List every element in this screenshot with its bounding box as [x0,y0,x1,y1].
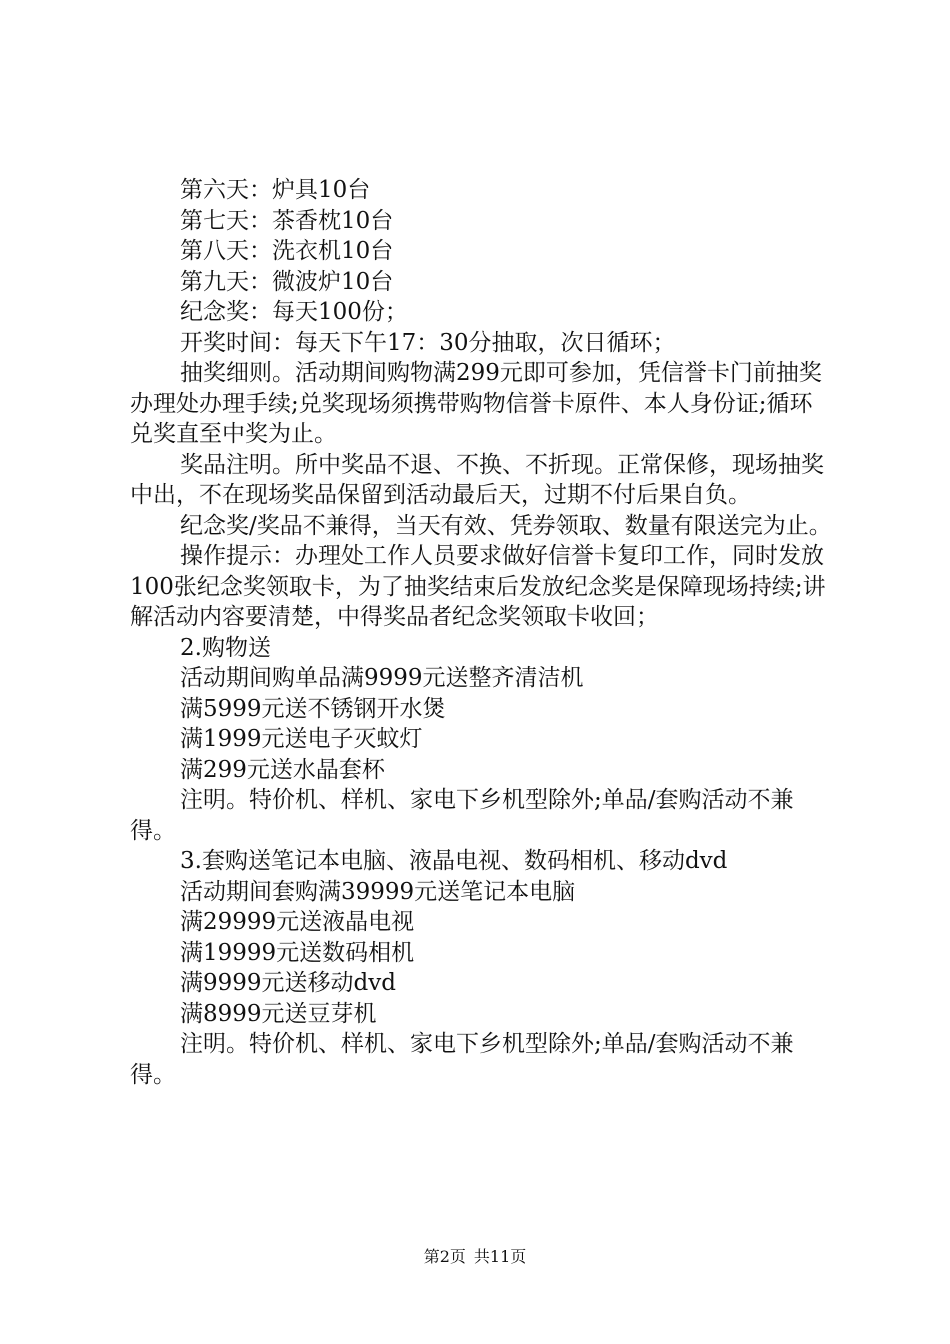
prize-line-day8: 第八天：洗衣机10台 [180,238,394,264]
draw-time-line: 开奖时间：每天下午17：30分抽取，次日循环； [180,329,676,356]
section-2-line: 满5999元送不锈钢开水煲 [180,695,446,722]
prize-line-day6: 第六天：炉具10台 [180,177,371,203]
section-2-line: 活动期间购单品满9999元送整齐清洁机 [180,665,584,691]
section-2-note: 注明。特价机、样机、家电下乡机型除外;单品/套购活动不兼得。 [130,787,794,844]
page-total: 共11页 [473,1247,527,1266]
section-3-line: 活动期间套购满39999元送笔记本电脑 [180,878,576,905]
section-3-note: 注明。特价机、样机、家电下乡机型除外;单品/套购活动不兼得。 [130,1031,794,1088]
page-footer [0,1244,950,1267]
souvenir-notes-paragraph: 纪念奖/奖品不兼得，当天有效、凭券领取、数量有限送完为止。 [180,512,832,539]
section-2-line: 满1999元送电子灭蚊灯 [180,726,423,752]
prize-line-day7: 第七天：茶香枕10台 [180,207,394,234]
section-2-heading: 2.购物送 [180,634,271,661]
section-3-line: 满9999元送移动dvd [180,970,396,996]
souvenir-prize-line: 纪念奖：每天100份； [180,299,408,325]
prize-line-day9: 第九天：微波炉10台 [180,268,394,295]
operation-tips-paragraph: 操作提示：办理处工作人员要求做好信誉卡复印工作，同时发放100张纪念奖领取卡，为了抽奖结束后发放纪念奖是保障现场持续;讲解活动内容要清楚，中得奖品者纪念奖领取卡收回； [130,543,826,630]
section-3-line: 满29999元送液晶电视 [180,909,415,935]
draw-rules-paragraph: 抽奖细则。活动期间购物满299元即可参加，凭信誉卡门前抽奖办理处办理手续;兑奖现场须携带购物信誉卡原件、本人身份证;循环兑奖直至中奖为止。 [130,360,822,447]
section-3-line: 满19999元送数码相机 [180,939,415,966]
prize-notes-paragraph: 奖品注明。所中奖品不退、不换、不折现。正常保修，现场抽奖中出，不在现场奖品保留到活动最后天，过期不付后果自负。 [130,451,824,508]
section-2-line: 满299元送水晶套杯 [180,756,385,783]
document-body [130,175,835,1090]
section-3-heading: 3.套购送笔记本电脑、液晶电视、数码相机、移动dvd [180,848,728,874]
section-3-line: 满8999元送豆芽机 [180,1000,377,1027]
page-number: 第2页 [423,1247,466,1266]
